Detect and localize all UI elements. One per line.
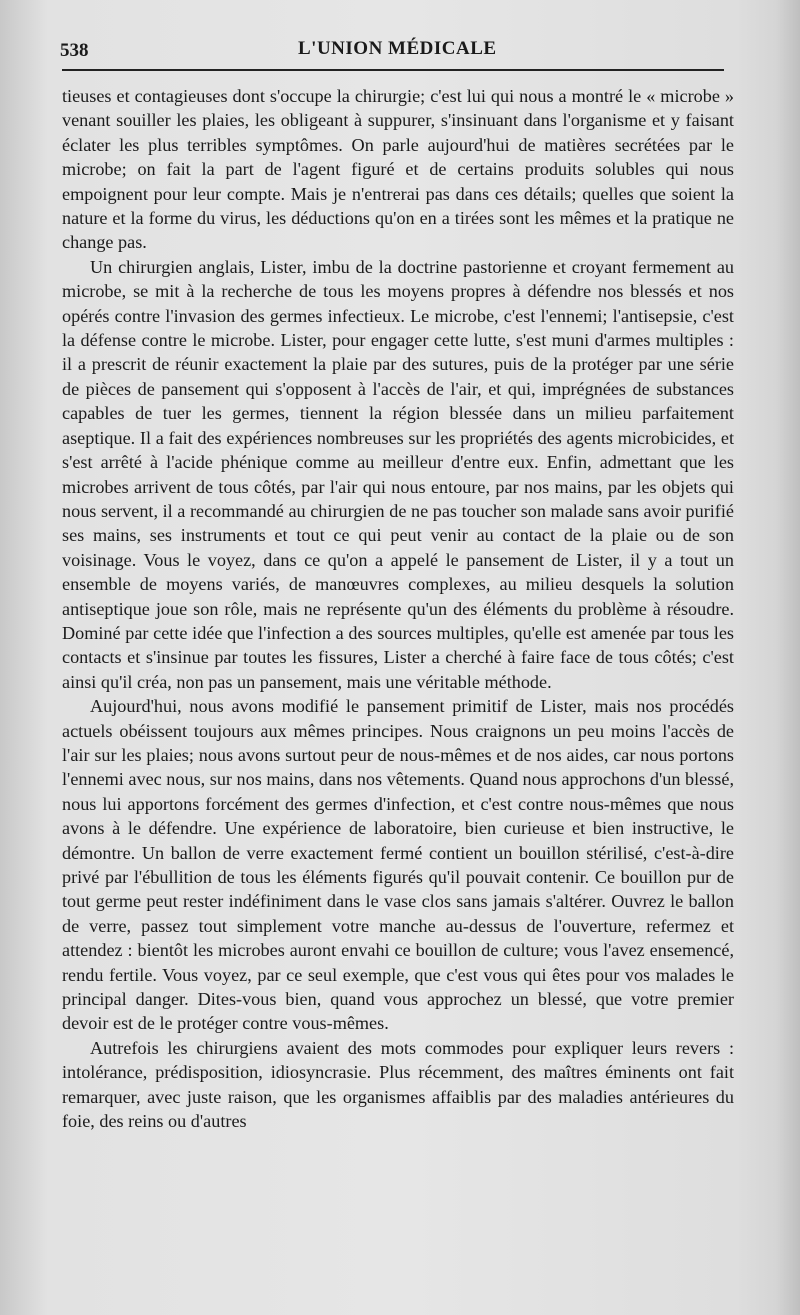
page-edge-shadow — [776, 0, 800, 1315]
paragraph-2: Un chirurgien anglais, Lister, imbu de la doctrine pastorienne et croyant fermement au microbe, se mit à la recherche de tous les moyens propres à défendre nos blessés et nos opérés contre l'invasion des germes infectieux. Le microbe, c'est l'ennemi; l'antisepsie, c'est la défense contre le microbe. Lister, pour engager cette lutte, s'est muni d'armes multiples : il a prescrit de réunir exactement la plaie par des sutures, puis de la protéger par une série de pièces de pansement qui s'opposent à l'accès de l'air, et qui, imprégnées de substances capables de tuer les germes, tiennent la région blessée dans un milieu parfaitement aseptique. Il a fait des expériences nombreuses sur les propriétés des agents microbicides, et s'est arrêté à l'acide phénique comme au meilleur d'entre eux. Enfin, admettant que les microbes arrivent de tous côtés, par l'air qui nous entoure, par nos mains, par les objets qui nous servent, il a recommandé au chirurgien de ne pas toucher son malade sans avoir purifié ses mains, ses instruments et tout ce qui peut venir au contact de la plaie ou de son voisinage. Vous le voyez, dans ce qu'on a appelé le pansement de Lister, il y a tout un ensemble de moyens variés, de manœuvres complexes, au milieu desquels la solution antiseptique joue son rôle, mais ne représente qu'un des éléments du problème à résoudre. Dominé par cette idée que l'infection a des sources multiples, qu'elle est amenée par tous les contacts et s'insinue par toutes les fissures, Lister a cherché à faire face de tous côtés; c'est ainsi qu'il créa, non pas un pansement, mais une véritable méthode. — [62, 256, 734, 692]
article-body — [62, 84, 734, 1133]
paragraph-1: tieuses et contagieuses dont s'occupe la chirurgie; c'est lui qui nous a montré le « microbe » venant souiller les plaies, les obligeant à suppurer, s'insinuant dans l'organisme et y faisant éclater les plus terribles symptômes. On parle aujourd'hui de matières secrétées par le microbe; on fait la part de l'agent figuré et de certains produits solubles qui nous empoignent pour leur compte. Mais je n'entrerai pas dans ces détails; quelles que soient la nature et la forme du virus, les déductions qu'on en a tirées sont les mêmes et la pratique ne change pas. — [62, 86, 734, 253]
paragraph-3: Aujourd'hui, nous avons modifié le pansement primitif de Lister, mais nos procédés actuels obéissent toujours aux mêmes principes. Nous craignons un peu moins l'accès de l'air sur les plaies; nous avons surtout peur de nous-mêmes et de nos aides, car nous portons l'ennemi avec nous, sur nos mains, dans nos vêtements. Quand nous approchons d'un blessé, nous lui apportons forcément des germes d'infection, et c'est contre nous-mêmes que nous avons à le défendre. Une expérience de laboratoire, bien curieuse et bien instructive, le démontre. Un ballon de verre exactement fermé contient un bouillon stérilisé, c'est-à-dire privé par l'ébullition de tous les éléments figurés qu'il pouvait contenir. Ce bouillon pur de tout germe peut rester indéfiniment dans le vase clos sans jamais s'altérer. Ouvrez le ballon de verre, passez tout simplement votre manche au-dessus de l'ouverture, refermez et attendez : bientôt les microbes auront envahi ce bouillon de culture; vous l'avez ensemencé, rendu fertile. Vous voyez, par ce seul exemple, que c'est vous qui êtes pour vos malades le principal danger. Dites-vous bien, quand vous approchez un blessé, que votre premier devoir est de le protéger contre vous-mêmes. — [62, 696, 734, 1034]
journal-title: L'UNION MÉDICALE — [298, 38, 497, 59]
page-header — [60, 34, 730, 64]
paragraph-4: Autrefois les chirurgiens avaient des mots commodes pour expliquer leurs revers : intolérance, prédisposition, idiosyncrasie. Plus récemment, des maîtres éminents ont fait remarquer, avec juste raison, que les organismes affaiblis par des maladies antérieures du foie, des reins ou d'autres — [62, 1037, 734, 1132]
page-number: 538 — [60, 40, 89, 61]
header-rule — [62, 69, 724, 71]
